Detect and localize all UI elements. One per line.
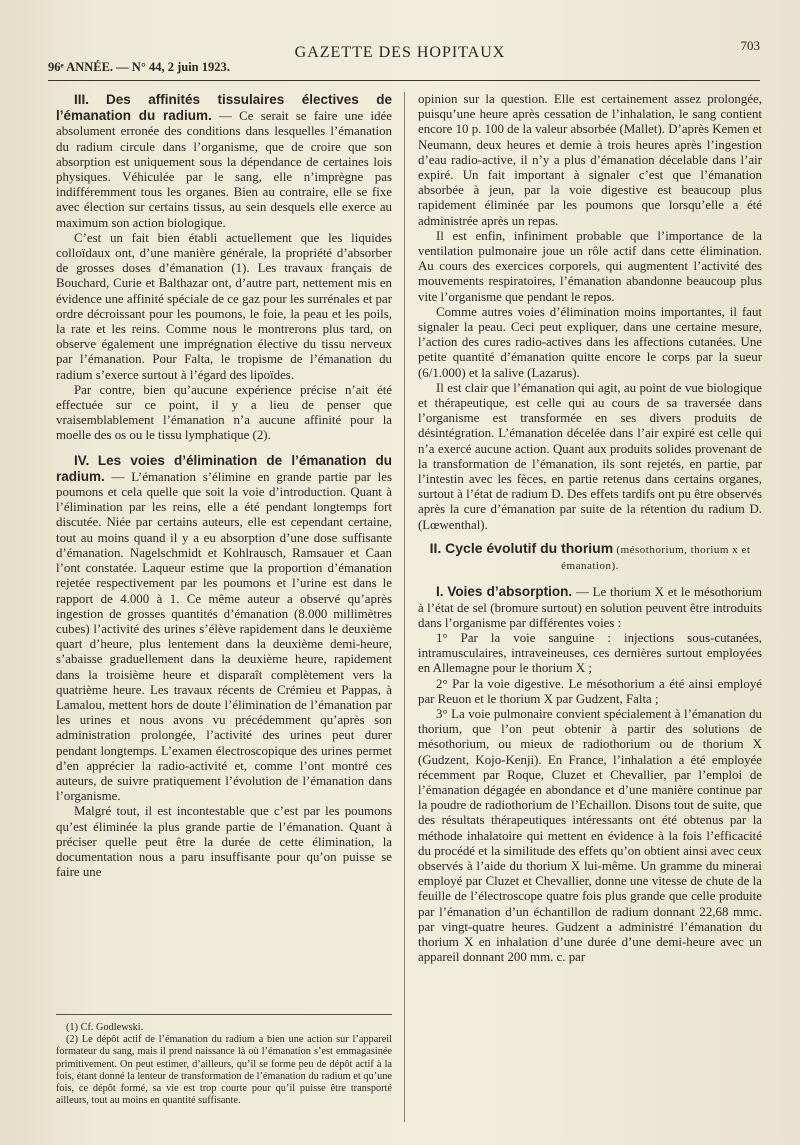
footnote-2: (2) Le dépôt actif de l’émanation du radium a bien une action sur l’appareil formateur du sang, mais il prend naissance là où l’émanation s’est emmagasinée primitivement. On peut estimer, d’ailleurs, qu’il se forme peu de dépôt actif à la fois, étant donné la lenteur de transformation de l’émanation du radium et qu’une fois, ce dépôt formé, sa vie est trop courte pour qu’il puisse être transporté ailleurs, tout au moins en quantité suffisante. (56, 1034, 392, 1107)
absorption-item-3: 3° La voie pulmonaire convient spécialement à l’émanation du thorium, que l’on peut obtenir à partir des solutions de mésothorium, ou mieux de radiothorium ou de thorium X (Gudzent, Kojo-Kenji). En France, l’inhalation a été employée récemment par Roque, Cluzet et Chevallier, par l’emploi de l’émanation dégagée en abondance et d’une manière continue par la poudre de radiothorium de l’Echaillon. Disons tout de suite, que des résultats thérapeutiques intéressants ont été obtenus par la méthode inhalatoire qui mettent en évidence à la fois l’efficacité du procédé et la similitude des effets qu’on obtient ainsi avec ceux observés à l’aide du thorium X lui-même. Un gramme du minerai employé par Cluzet et Chevallier, donne une vitesse de chute de la feuille de l’électroscope quatre fois plus grande que celle produite par l’émanation d’un échantillon de radium donnant 22,68 mmc. par vingt-quatre heures. Gudzent a administré l’émanation du thorium X en inhalation d’une durée d’une demi-heure avec un appareil donnant 200 mm. c. par (418, 706, 762, 965)
section-3-title: Des affinités tissulaires électives de l’émanation du radium. (56, 92, 392, 124)
header-rule (48, 80, 760, 81)
absorption-paragraph-1 (418, 584, 762, 631)
elimination-paragraph-3: Comme autres voies d’élimination moins importantes, il faut signaler la peau. Ceci peut expliquer, dans une certaine mesure, l’action des cures radio-actives dans les affections cutanées. Une petite quantité d’émanation quitte encore le corps par la sueur (6/1.000) et la salive (Lazarus). (418, 304, 762, 380)
part-2-heading (418, 541, 762, 574)
spacer (56, 444, 392, 453)
section-4-paragraph-2: Malgré tout, il est incontestable que c’est par les poumons qu’est éliminée la plus grande partie de l’émanation. Quant à préciser quelle peut être la durée de cette élimination, la documentation nous a paru insuffisante pour qu’on puisse se faire une (56, 804, 392, 880)
column-divider (404, 92, 405, 1122)
section-3-text-1: — Ce serait se faire une idée absolument erronée des conditions dans lesquelles l’émanation du radium circule dans l’organisme, que de croire que son absorption est uniquement sous la dépendance de certaines lois physiques. Véhiculée par le sang, elle n’imprègne pas indifféremment tous les organes. Bien au contraire, elle se fixe avec élection sur certains tissus, au sein desquels elle exerce au maximum son action biologique. (56, 109, 392, 230)
journal-title: GAZETTE DES HOPITAUX (294, 44, 506, 61)
issue-info: 96ᵉ ANNÉE. — N° 44, 2 juin 1923. (48, 60, 230, 74)
absorption-title: Voies d’absorption. (447, 584, 573, 600)
footnote-1: (1) Cf. Godlewski. (66, 1022, 144, 1033)
right-column (418, 92, 762, 965)
footnote-rule (56, 1014, 392, 1015)
section-4-title: Les voies d’élimination de l’émanation du radium. (56, 452, 392, 484)
page-header (40, 38, 760, 74)
section-4-paragraph-1 (56, 453, 392, 805)
part-2-subtitle: (mésothorium, thorium x et émanation). (561, 543, 751, 573)
continued-paragraph: opinion sur la question. Elle est certainement assez prolongée, puisqu’une heure après cessation de l’inhalation, le sang contient encore 10 p. 100 de la valeur absorbée (Mallet). D’après Kemen et Neumann, deux heures et demie à trois heures après l’ingestion d’eau radio-active, il n’y a plus d’émanation décelable dans l’air expiré. Un fait important à signaler c’est que l’émanation absorbée à jeun, par la voie digestive est beaucoup plus rapidement éliminée par les poumons que lorsqu’elle a été administrée après un repas. (418, 92, 762, 228)
section-3-number: III. (74, 92, 90, 107)
part-2-title: II. Cycle évolutif du thorium (429, 539, 614, 556)
left-column (56, 92, 392, 880)
absorption-item-2: 2° Par la voie digestive. Le mésothorium a été ainsi employé par Reuon et le thorium X par Gudzent, Falta ; (418, 676, 762, 706)
absorption-item-1: 1° Par la voie sanguine : injections sous-cutanées, intramusculaires, intraveineuses, ces dernières surtout employées en Allemagne pour le thorium X ; (418, 630, 762, 676)
section-4-text-1: — L’émanation s’élimine en grande partie par les poumons et cela quelle que soit la voie d’introduction. Quant à l’élimination par les reins, elle a été pendant longtemps fort discutée. Niée par certains auteurs, elle est cependant certaine, tout au moins quand il y a eu absorption d’une dose suffisante d’émanation. Nagelschmidt et Kohlrausch, Ramsauer et Caan l’ont constatée. Laqueur estime que la proportion d’émanation rejetée respectivement par les poumons et l’urine est dans le rapport de 4.000 à 1. Ce même auteur a observé qu’après ingestion de grosses quantités d’émanation (8.000 millimètres cubes) l’activité des urines s’élève rapidement dans le deuxième quart d’heure, plus lentement dans la deuxième demi-heure, s’abaisse graduellement dans la deuxième heure, rapidement dans la troisième heure et disparaît complètement vers la quatrième heure. Les travaux récents de Crémieu et Pappas, à Lamalou, mettent hors de doute l’élimination de l’émanation par les urines et nous avons vu précédemment qu’après son administration prolongée, l’activité des urines peut durer pendant longtemps. L’examen électroscopique des urines permet d’en apprécier la radio-activité et, comme l’ont montré ces auteurs, de suivre pratiquement l’évolution de l’émanation dans l’organisme. (56, 469, 392, 804)
section-3-paragraph-2: C’est un fait bien établi actuellement que les liquides colloïdaux ont, d’une manière générale, la propriété d’absorber de grosses doses d’émanation (1). Les travaux français de Bouchard, Curie et Balthazar ont, d’autre part, nettement mis en évidence une affinité spéciale de ce gaz pour les surrénales et par ordre décroissant pour les poumons, le foie, la peau et les poils, la rate et les reins. Comme nous le montrerons plus tard, on observe également une imprégnation élective du tissu nerveux par l’émanation. Pour Falta, le tropisme de l’émanation du radium s’exerce surtout à l’égard des lipoïdes. (56, 230, 392, 382)
section-4-number: IV. (74, 452, 90, 468)
absorption-number: I. (436, 584, 444, 600)
elimination-paragraph-2: Il est enfin, infiniment probable que l’importance de la ventilation pulmonaire joue un rôle actif dans cette élimination. Au cours des exercices corporels, qui augmentent l’activité des mouvements respiratoires, l’émanation abandonne beaucoup plus vite l’organisme que pendant le repos. (418, 228, 762, 304)
footnotes (56, 1022, 392, 1107)
section-3-paragraph-1 (56, 92, 392, 231)
elimination-paragraph-4: Il est clair que l’émanation qui agit, au point de vue biologique et thérapeutique, est celle qui au cours de sa traversée dans l’organisme est transformée en ses divers produits de désintégration. L’émanation décelée dans l’air expiré est celle qui n’a exercé aucune action. Quant aux produits solides provenant de la transformation de l’émanation, ils sont rejetés, en partie, par l’intestin avec les fèces, en partie retenus dans certains organes, surtout à l’état de radium D. Des effets tardifs ont pu être observés après la cure d’émanation par suite de la rétention du radium D. (Lœwenthal). (418, 380, 762, 532)
absorption-text: — Le thorium X et le mésothorium à l’état de sel (bromure surtout) en solution peuvent être introduits dans l’organisme par différentes voies : (418, 585, 763, 630)
section-3-paragraph-3: Par contre, bien qu’aucune expérience précise n’ait été effectuée sur ce point, il y a lieu de penser que vraisemblablement l’émanation n’a aucune affinité pour la moelle des os ou le tissu lymphatique (2). (56, 382, 392, 443)
page-number: 703 (740, 38, 760, 53)
